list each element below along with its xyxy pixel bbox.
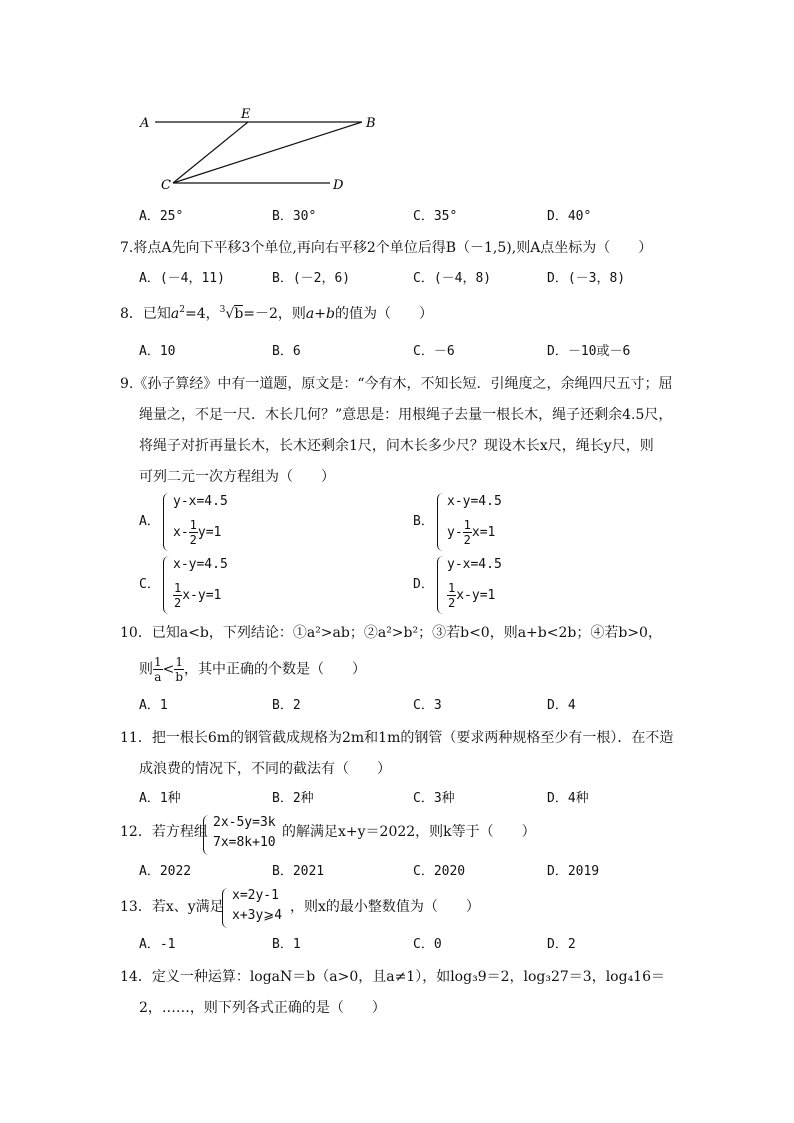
q10-lt: < bbox=[162, 661, 175, 678]
q10-option-b[interactable]: B．2 bbox=[272, 698, 301, 713]
label-D: D bbox=[333, 178, 344, 193]
q8-root-var: b bbox=[234, 306, 244, 322]
q10-post: ，其中正确的个数是（ ） bbox=[184, 661, 367, 678]
q9-option-a-label[interactable]: A． bbox=[139, 514, 160, 529]
brace-icon bbox=[437, 493, 446, 551]
fraction-den: 2 bbox=[189, 533, 197, 547]
q9-b-eq2-right: x=1 bbox=[471, 525, 496, 540]
q8-eq1: =4， bbox=[185, 306, 220, 322]
fraction bbox=[189, 518, 198, 547]
q13-pre: 13．若x、y满足 bbox=[120, 899, 224, 915]
fraction bbox=[153, 655, 163, 684]
fraction bbox=[463, 518, 472, 547]
q9-option-d-label[interactable]: D． bbox=[413, 577, 434, 592]
q12-pre: 12．若方程组 bbox=[120, 824, 208, 840]
q8-option-c[interactable]: C．－6 bbox=[413, 344, 455, 359]
q9-c-eq2-right: x-y=1 bbox=[182, 588, 222, 603]
q9-option-b-system[interactable] bbox=[437, 493, 557, 551]
q9-b-eq1: x-y=4.5 bbox=[447, 494, 502, 509]
label-B: B bbox=[366, 116, 376, 131]
q13-option-d[interactable]: D．2 bbox=[547, 937, 576, 952]
q11-line-2: 成浪费的情况下，不同的截法有（ ） bbox=[139, 761, 391, 777]
q11-option-d[interactable]: D．4种 bbox=[547, 791, 589, 806]
q9-option-c-label[interactable]: C． bbox=[139, 577, 160, 592]
q7-option-b[interactable]: B．(－2，6) bbox=[272, 271, 351, 286]
q11-option-a[interactable]: A．1种 bbox=[139, 791, 181, 806]
fraction-num: 1 bbox=[448, 581, 456, 595]
q6-option-a[interactable]: A．25° bbox=[139, 209, 184, 224]
q9-option-b-label[interactable]: B． bbox=[413, 514, 434, 529]
q9-c-eq2 bbox=[173, 581, 221, 610]
q9-d-eq2 bbox=[447, 581, 495, 610]
fraction-num: 1 bbox=[174, 581, 182, 595]
q13-eq2: x+3y⩾4 bbox=[232, 908, 283, 923]
q9-d-eq2-right: x-y=1 bbox=[456, 588, 496, 603]
q9-a-eq2-left: x- bbox=[173, 525, 189, 540]
q8-option-d[interactable]: D．－10或－6 bbox=[547, 344, 631, 359]
q13-eq1: x=2y-1 bbox=[232, 888, 279, 903]
q10-line-2 bbox=[139, 655, 366, 684]
q10-pre: 则 bbox=[139, 661, 153, 678]
q14-line-2: 2，……，则下列各式正确的是（ ） bbox=[139, 1000, 386, 1016]
q6-option-c[interactable]: C．35° bbox=[413, 209, 458, 224]
line-CB bbox=[173, 122, 362, 183]
q8-square: 2 bbox=[179, 305, 186, 315]
q8-stem bbox=[120, 305, 433, 325]
q6-option-d[interactable]: D．40° bbox=[547, 209, 592, 224]
q9-option-a-system[interactable] bbox=[163, 493, 283, 551]
fraction-den: 2 bbox=[463, 533, 471, 547]
geometry-figure bbox=[135, 105, 385, 195]
fraction-den: 2 bbox=[174, 596, 182, 610]
fraction bbox=[447, 581, 456, 610]
q9-line-3: 将绳子对折再量长木，长木还剩余1尺，问木长多少尺？现设木长x尺，绳长y尺，则 bbox=[139, 438, 654, 454]
q13-system bbox=[222, 888, 292, 928]
q12-eq1: 2x-5y=3k bbox=[213, 815, 276, 830]
q9-b-eq2-left: y- bbox=[447, 525, 463, 540]
q9-option-d-system[interactable] bbox=[437, 556, 557, 614]
q12-option-d[interactable]: D．2019 bbox=[547, 864, 600, 879]
line-CE bbox=[173, 122, 248, 183]
q12-eq2: 7x=8k+10 bbox=[213, 835, 276, 850]
q9-line-1: 9.《孙子算经》中有一道题，原文是：“今有木，不知长短．引绳度之，余绳四尺五寸；屈 bbox=[120, 376, 673, 392]
q8-prefix: 8．已知 bbox=[120, 306, 171, 322]
q12-option-a[interactable]: A．2022 bbox=[139, 864, 192, 879]
fraction-den: a bbox=[154, 670, 162, 684]
q9-c-eq1: x-y=4.5 bbox=[173, 557, 228, 572]
q9-line-2: 绳量之，不足一尺．木长几何？”意思是：用根绳子去量一根长木，绳子还剩余4.5尺， bbox=[139, 407, 673, 423]
q14-line-1: 14．定义一种运算：logaN＝b（a>0，且a≠1），如log₃9＝2，log₃27＝3，log₄16＝ bbox=[120, 969, 666, 985]
q10-option-d[interactable]: D．4 bbox=[547, 698, 576, 713]
q13-post: ，则x的最小整数值为（ ） bbox=[290, 899, 480, 915]
fraction-den: 2 bbox=[448, 596, 456, 610]
q13-option-a[interactable]: A．-1 bbox=[139, 937, 176, 952]
q8-root-index: 3 bbox=[219, 305, 226, 315]
q9-option-c-system[interactable] bbox=[163, 556, 283, 614]
q6-option-b[interactable]: B．30° bbox=[272, 209, 317, 224]
q9-a-eq1: y-x=4.5 bbox=[173, 494, 228, 509]
fraction bbox=[173, 581, 182, 610]
q9-a-eq2-right: y=1 bbox=[197, 525, 222, 540]
brace-icon bbox=[203, 815, 212, 855]
q9-d-eq1: y-x=4.5 bbox=[447, 557, 502, 572]
q12-system bbox=[203, 815, 283, 855]
q7-option-c[interactable]: C．(－4，8) bbox=[413, 271, 492, 286]
fraction-num: 1 bbox=[175, 655, 184, 669]
q10-option-a[interactable]: A．1 bbox=[139, 698, 168, 713]
q11-line-1: 11．把一根长6m的钢管截成规格为2m和1m的钢管（要求两种规格至少有一根）．在不造 bbox=[120, 730, 674, 746]
q12-post: 的解满足x+y＝2022，则k等于（ ） bbox=[282, 824, 536, 840]
q8-suffix: 的值为（ ） bbox=[334, 306, 433, 322]
fraction-num: 1 bbox=[189, 518, 197, 532]
q13-option-c[interactable]: C．0 bbox=[413, 937, 442, 952]
q9-line-4: 可列二元一次方程组为（ ） bbox=[139, 469, 335, 485]
label-E: E bbox=[241, 107, 251, 122]
fraction-num: 1 bbox=[154, 655, 162, 669]
q10-line-1: 10．已知a<b，下列结论：①a²>ab；②a²>b²；③若b<0，则a+b<2b；④若b>0， bbox=[120, 625, 662, 641]
q7-option-d[interactable]: D．(－3，8) bbox=[547, 271, 626, 286]
brace-icon bbox=[437, 556, 446, 614]
brace-icon bbox=[163, 556, 172, 614]
fraction-den: b bbox=[175, 670, 184, 684]
q11-option-c[interactable]: C．3种 bbox=[413, 791, 455, 806]
brace-icon bbox=[163, 493, 172, 551]
q8-option-b[interactable]: B．6 bbox=[272, 344, 301, 359]
q11-option-b[interactable]: B．2种 bbox=[272, 791, 314, 806]
q8-expr: a+b bbox=[305, 306, 335, 322]
label-A: A bbox=[140, 116, 150, 131]
brace-icon bbox=[222, 888, 231, 928]
q9-a-eq2 bbox=[173, 518, 221, 547]
radical-icon: √ bbox=[225, 306, 235, 322]
q9-b-eq2 bbox=[447, 518, 495, 547]
q8-var-a: a bbox=[170, 306, 180, 322]
q8-option-a[interactable]: A．10 bbox=[139, 344, 176, 359]
q10-option-c[interactable]: C．3 bbox=[413, 698, 442, 713]
q7-stem: 7.将点A先向下平移3个单位,再向右平移2个单位后得B（－1,5),则A点坐标为（ ） bbox=[120, 240, 653, 256]
label-C: C bbox=[161, 178, 171, 193]
q7-option-a[interactable]: A．(－4，11) bbox=[139, 271, 225, 286]
q12-option-c[interactable]: C．2020 bbox=[413, 864, 466, 879]
q12-option-b[interactable]: B．2021 bbox=[272, 864, 325, 879]
fraction bbox=[174, 655, 184, 684]
q13-option-b[interactable]: B．1 bbox=[272, 937, 301, 952]
fraction-num: 1 bbox=[463, 518, 471, 532]
q8-eq2: =－2，则 bbox=[243, 306, 306, 322]
